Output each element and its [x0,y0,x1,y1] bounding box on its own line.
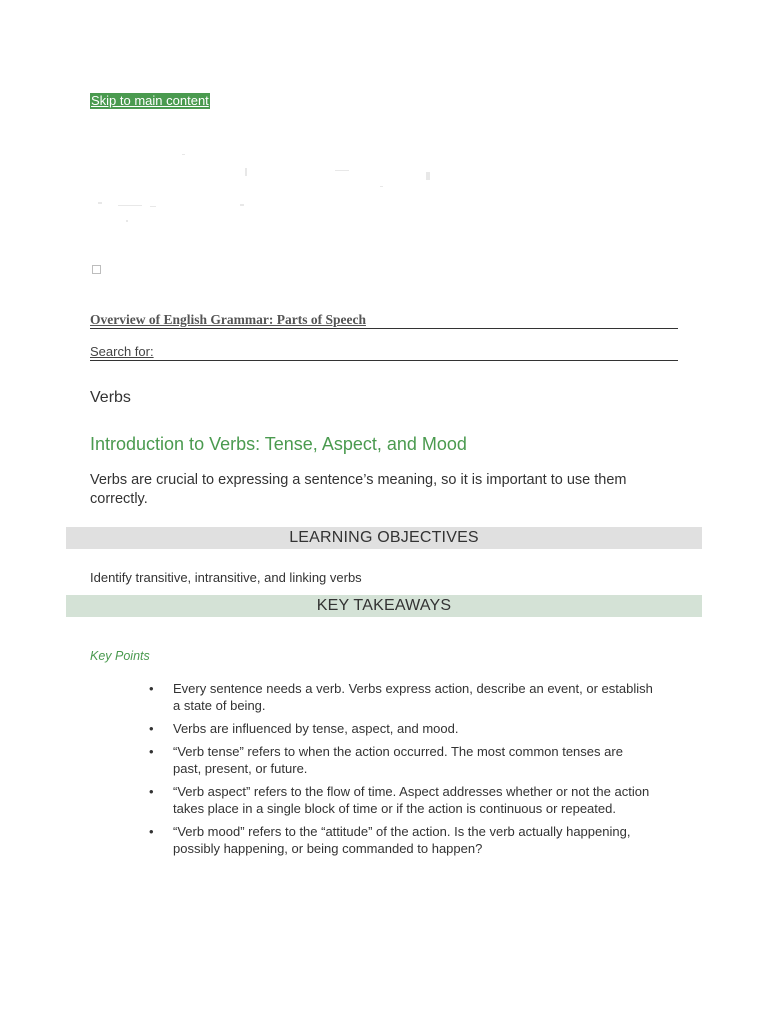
list-item-text: “Verb aspect” refers to the flow of time. Aspect addresses whether or not the action takes place in a single block of time or if the action is continuous or repeated. [173,784,650,816]
article-intro: Verbs are crucial to expressing a sentence’s meaning, so it is important to use them correctly. [90,472,627,507]
list-item [149,783,653,817]
search-form[interactable] [90,344,678,361]
section-heading: Verbs [90,389,131,406]
list-item [149,680,653,714]
site-title-text: Overview of English Grammar: Parts of Speech [90,312,366,327]
bullet-icon: • [149,784,154,799]
list-item [149,823,653,857]
learning-objective-item: Identify transitive, intransitive, and linking verbs [90,570,362,585]
article-title: Introduction to Verbs: Tense, Aspect, and Mood [90,434,467,454]
learning-objectives-heading: LEARNING OBJECTIVES [66,527,702,549]
list-item-text: Every sentence needs a verb. Verbs express action, describe an event, or establish a state of being. [173,681,653,713]
skip-to-main-content-link[interactable]: Skip to main content [91,93,209,108]
key-takeaways-heading: KEY TAKEAWAYS [66,595,702,617]
checkbox-icon[interactable] [92,265,101,274]
key-points-subheading: Key Points [90,649,150,663]
list-item-text: “Verb tense” refers to when the action occurred. The most common tenses are past, present, or future. [173,744,623,776]
site-title-link[interactable] [90,312,678,329]
list-item-text: Verbs are influenced by tense, aspect, and mood. [173,721,459,736]
bullet-icon: • [149,681,154,696]
faint-header-artifacts [90,150,450,230]
list-item [149,720,653,737]
list-item [149,743,653,777]
bullet-icon: • [149,824,154,839]
search-label: Search for: [90,344,154,359]
bullet-icon: • [149,744,154,759]
key-points-list [149,680,653,863]
list-item-text: “Verb mood” refers to the “attitude” of the action. Is the verb actually happening, possibly happening, or being commanded to happen? [173,824,631,856]
bullet-icon: • [149,721,154,736]
